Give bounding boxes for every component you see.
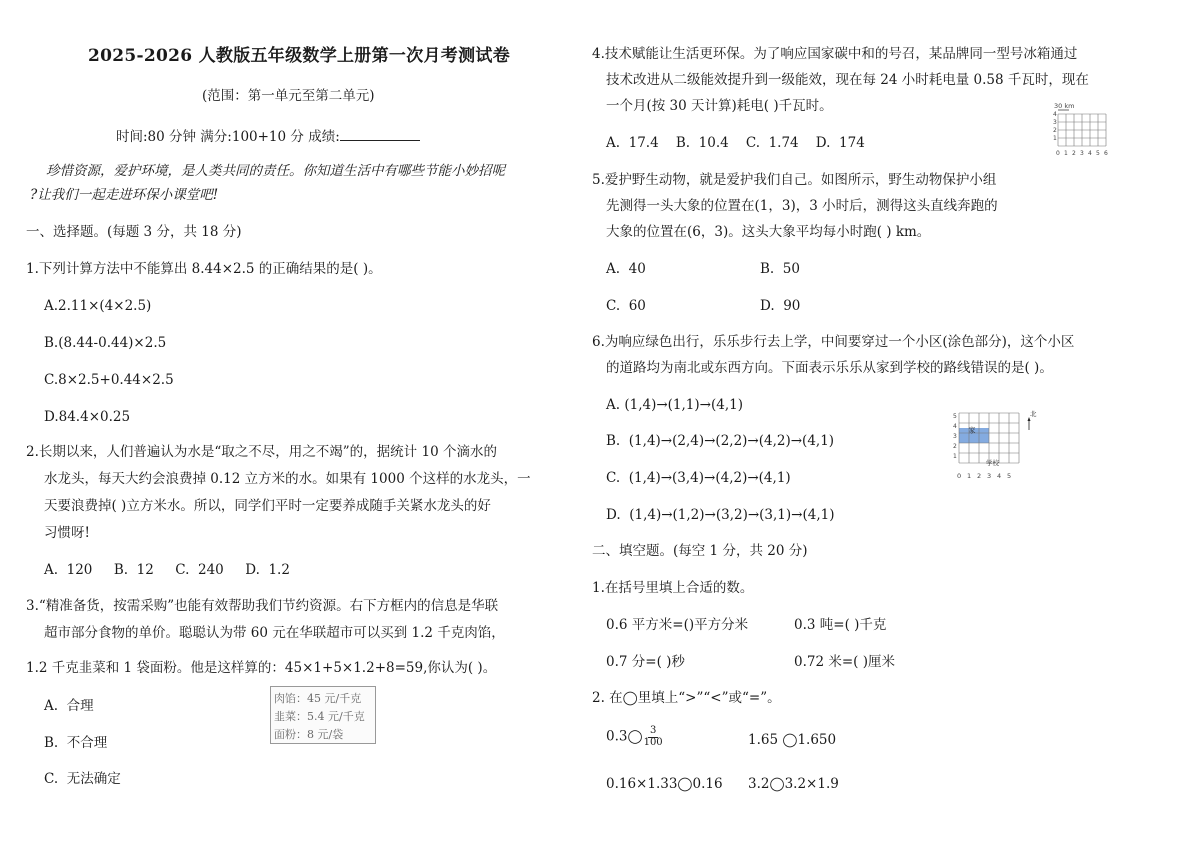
question-2-line-1: 2.长期以来，人们普遍认为水是“取之不尽，用之不竭”的，据统计 10 个滴水的: [26, 444, 497, 460]
grid-y-label: 4: [1053, 111, 1057, 118]
home-label: 家: [968, 426, 976, 435]
elephant-grid-lines: [1058, 114, 1106, 146]
intro-line-2: ?让我们一起走进环保小课堂吧!: [30, 187, 219, 203]
elephant-grid-x-labels: [1056, 150, 1108, 157]
question-2-options[interactable]: A. 120 B. 12 C. 240 D. 1.2: [44, 562, 290, 578]
price-flour: 面粉：8 元/袋: [274, 728, 344, 741]
question-6-option-b[interactable]: B. (1,4)→(2,4)→(2,2)→(4,2)→(4,1): [606, 433, 835, 449]
exam-info: [116, 128, 420, 145]
grid-y-label: 1: [953, 453, 957, 460]
intro-line-1: 珍惜资源，爱护环境，是人类共同的责任。你知道生活中有哪些节能小妙招呢: [46, 163, 505, 179]
fill-1-item-b[interactable]: 0.3 吨=( )千克: [794, 617, 887, 633]
fill-1-item-c[interactable]: 0.7 分=( )秒: [606, 654, 685, 670]
price-info-box: [270, 686, 376, 744]
question-4-options[interactable]: A. 17.4 B. 10.4 C. 1.74 D. 174: [606, 135, 865, 151]
page-title: 2025-2026 人教版五年级数学上册第一次月考测试卷: [88, 46, 511, 66]
question-3-line-2: 超市部分食物的单价。聪聪认为带 60 元在华联超市可以买到 1.2 千克肉馅，: [44, 625, 505, 641]
question-3-option-c[interactable]: C. 无法确定: [44, 771, 121, 787]
grid-x-label: 0: [957, 472, 962, 480]
question-6-option-d[interactable]: D. (1,4)→(1,2)→(3,2)→(3,1)→(4,1): [606, 507, 835, 523]
fill-2-item-b[interactable]: 1.65 ◯1.650: [748, 732, 837, 748]
question-1-stem: 1.下列计算方法中不能算出 8.44×2.5 的正确结果的是( )。: [26, 261, 382, 277]
question-2-line-2: 水龙头，每天大约会浪费掉 0.12 立方米的水。如果有 1000 个这样的水龙头，一: [44, 471, 531, 487]
route-grid-figure: [952, 408, 1038, 484]
question-3-option-b[interactable]: B. 不合理: [44, 735, 108, 751]
question-4-line-1: 4.技术赋能让生活更环保。为了响应国家碳中和的号召，某品牌同一型号冰箱通过: [592, 46, 1078, 62]
grid-y-label: 1: [1053, 135, 1057, 142]
grid-x-label: 3: [1080, 150, 1084, 157]
question-5-option-b[interactable]: B. 50: [760, 261, 800, 277]
grid-x-label: 5: [1007, 472, 1012, 480]
question-1-option-d[interactable]: D.84.4×0.25: [44, 409, 131, 425]
fill-1-stem: 1.在括号里填上合适的数。: [592, 580, 754, 596]
price-meat-filling: 肉馅：45 元/千克: [274, 692, 362, 705]
route-grid-x-labels: [957, 472, 1011, 480]
route-grid-y-labels: [953, 413, 957, 460]
fill-1-item-d[interactable]: 0.72 米=( )厘米: [794, 654, 895, 670]
grid-x-label: 4: [1088, 150, 1092, 157]
grid-x-label: 1: [1064, 150, 1068, 157]
elephant-grid-y-labels: [1053, 111, 1057, 142]
question-1-option-b[interactable]: B.(8.44-0.44)×2.5: [44, 335, 167, 351]
exam-info-text: 时间:80 分钟 满分:100+10 分 成绩:: [116, 129, 340, 145]
grid-x-label: 6: [1104, 150, 1108, 157]
fill-2-item-c[interactable]: 0.16×1.33◯0.16: [606, 776, 723, 792]
question-5-line-3: 大象的位置在(6，3)。这头大象平均每小时跑( ) km。: [606, 224, 931, 240]
question-3-option-a[interactable]: A. 合理: [44, 698, 94, 714]
section-1-title: 一、选择题。(每题 3 分，共 18 分): [26, 224, 242, 240]
question-2-line-4: 习惯呀!: [44, 525, 90, 541]
exam-range: (范围：第一单元至第二单元): [202, 88, 375, 104]
grid-y-label: 2: [1053, 127, 1057, 134]
question-6-option-a[interactable]: A. (1,4)→(1,1)→(4,1): [606, 397, 743, 413]
school-label: 学校: [986, 459, 999, 467]
grid-y-label: 2: [953, 443, 957, 450]
fill-2-stem: 2. 在◯里填上“>”“<”或“=”。: [592, 690, 781, 706]
grid-x-label: 2: [977, 472, 982, 480]
grid-x-label: 0: [1056, 150, 1060, 157]
fraction: [644, 726, 663, 748]
question-3-line-3: 1.2 千克韭菜和 1 袋面粉。他是这样算的：45×1+5×1.2+8=59,你认为( )。: [26, 660, 497, 676]
question-1-option-c[interactable]: C.8×2.5+0.44×2.5: [44, 372, 174, 388]
question-4-line-2: 技术改进从二级能效提升到一级能效，现在每 24 小时耗电量 0.58 千瓦时，现在: [606, 72, 1089, 88]
grid-y-label: 3: [953, 433, 957, 440]
fill-2-item-a[interactable]: [606, 726, 663, 748]
grid-y-label: 5: [953, 413, 957, 420]
fill-1-item-a[interactable]: 0.6 平方米=()平方分米: [606, 617, 749, 633]
fill-2-item-a-text: 0.3◯: [606, 728, 643, 745]
grid-x-label: 4: [997, 472, 1002, 480]
grid-x-label: 1: [967, 472, 972, 480]
question-5-line-2: 先测得一头大象的位置在(1，3)，3 小时后，测得这头直线奔跑的: [606, 198, 998, 214]
question-5-option-d[interactable]: D. 90: [760, 298, 801, 314]
grid-y-label: 3: [1053, 119, 1057, 126]
question-3-line-1: 3.“精准备货，按需采购”也能有效帮助我们节约资源。右下方框内的信息是华联: [26, 598, 499, 614]
grid-x-label: 2: [1072, 150, 1076, 157]
elephant-grid-figure: [1052, 100, 1124, 160]
question-4-line-3: 一个月(按 30 天计算)耗电( )千瓦时。: [606, 98, 833, 114]
question-1-option-a[interactable]: A.2.11×(4×2.5): [44, 298, 152, 314]
grid-x-label: 3: [987, 472, 992, 480]
question-5-option-a[interactable]: A. 40: [606, 261, 646, 277]
score-blank[interactable]: [340, 128, 420, 141]
question-6-line-2: 的道路均为南北或东西方向。下面表示乐乐从家到学校的路线错误的是( )。: [606, 360, 1053, 376]
grid-y-label: 4: [953, 423, 957, 430]
fraction-denominator: 100: [643, 736, 663, 748]
question-5-option-c[interactable]: C. 60: [606, 298, 646, 314]
question-2-line-3: 天要浪费掉( )立方米水。所以，同学们平时一定要养成随手关紧水龙头的好: [44, 498, 491, 514]
grid-scale-label: 30 km: [1054, 102, 1075, 110]
question-5-line-1: 5.爱护野生动物，就是爱护我们自己。如图所示，野生动物保护小组: [592, 172, 997, 188]
fraction-numerator: 3: [649, 725, 657, 736]
north-label: 北: [1030, 410, 1037, 418]
fill-2-item-d[interactable]: 3.2◯3.2×1.9: [748, 776, 839, 792]
question-6-line-1: 6.为响应绿色出行，乐乐步行去上学，中间要穿过一个小区(涂色部分)，这个小区: [592, 334, 1075, 350]
grid-x-label: 5: [1096, 150, 1100, 157]
section-2-title: 二、填空题。(每空 1 分，共 20 分): [592, 543, 808, 559]
price-chives: 韭菜：5.4 元/千克: [274, 710, 365, 723]
question-6-option-c[interactable]: C. (1,4)→(3,4)→(4,2)→(4,1): [606, 470, 791, 486]
